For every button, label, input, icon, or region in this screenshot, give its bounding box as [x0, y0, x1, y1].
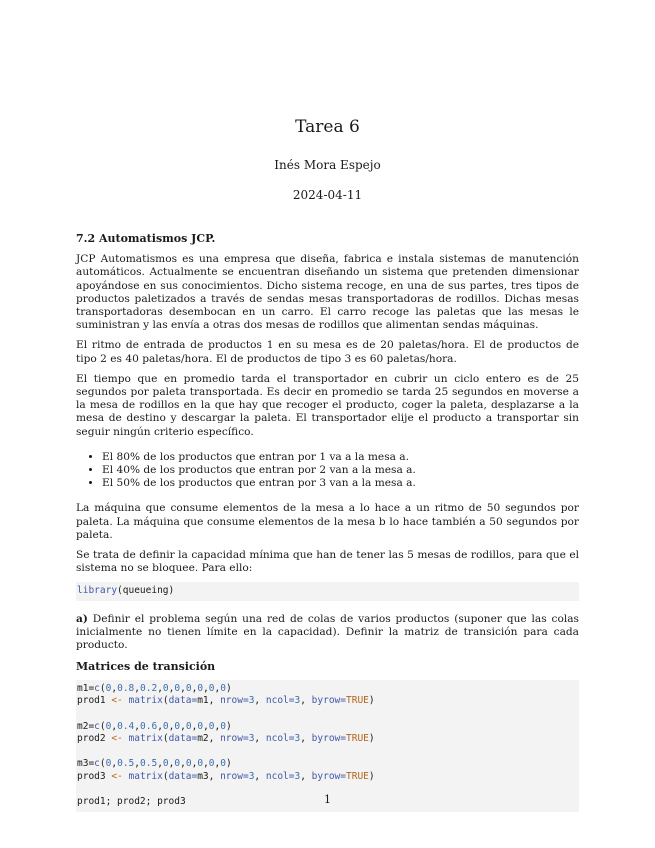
code-line: prod3 <- matrix(data=m3, nrow=3, ncol=3, byrow=TRUE): [77, 771, 375, 783]
section-heading: 7.2 Automatismos JCP.: [76, 232, 216, 245]
document-title: Tarea 6: [295, 117, 360, 137]
code-argument: (queueing): [117, 585, 175, 597]
code-line: prod1 <- matrix(data=m1, nrow=3, ncol=3, byrow=TRUE): [77, 695, 375, 707]
list-item: • El 50% de los productos que entran por 3 van a la mesa a.: [102, 477, 579, 490]
paragraph-objective: Se trata de definir la capacidad mínima que han de tener las 5 mesas de rodillos, para que el sistema no se bloquee. Para ello:: [76, 549, 579, 575]
code-line: m3=c(0,0.5,0.5,0,0,0,0,0,0): [77, 758, 232, 770]
code-function: library: [77, 585, 118, 597]
page-number: 1: [324, 793, 331, 806]
document-date: 2024-04-11: [292, 188, 363, 202]
paragraph-machines: La máquina que consume elementos de la mesa a lo hace a un ritmo de 50 segundos por paleta. La máquina que consume elementos de la mesa b lo hace también a 50 segundos por paleta.: [76, 502, 579, 541]
question-text: Definir el problema según una red de colas de varios productos (suponer que las colas inicialmente no tienen límite en la capacidad). Definir la matriz de transición para cada producto.: [76, 613, 579, 652]
code-line: m1=c(0,0.8,0.2,0,0,0,0,0,0): [77, 682, 232, 694]
list-item: • El 40% de los productos que entran por 2 van a la mesa a.: [102, 464, 579, 477]
code-line: prod2 <- matrix(data=m2, nrow=3, ncol=3, byrow=TRUE): [77, 733, 375, 745]
routing-list: [76, 451, 579, 491]
paragraph-transport: El tiempo que en promedio tarda el transportador en cubrir un ciclo entero es de 25 segundos por paleta transportada. Es decir en promedio se tarda 25 segundos en moverse a la mesa de rodillos en la que hay que recoger el producto, coger la paleta, desplazarse a la mesa de destino y descargar la paleta. El transportador elije el producto a transportar sin seguir ningún criterio específico.: [76, 372, 579, 438]
paragraph-rates: El ritmo de entrada de productos 1 en su mesa es de 20 paletas/hora. El de productos de tipo 2 es 40 paletas/hora. El de productos de tipo 3 es 60 paletas/hora.: [76, 339, 579, 365]
paragraph-intro: JCP Automatismos es una empresa que diseña, fabrica e instala sistemas de manutención automáticos. Actualmente se encuentran diseñando un sistema que pretenden dimensionar apoyándose en sus conocimientos. Dicho sistema recoge, en una de sus partes, tres tipos de productos paletizados a través de sendas mesas transportadoras de rodillos. Dichas mesas transportadoras desembocan en un carro. El carro recoge las paletas que las mesas le suministran y las envía a otras dos mesas de rodillos que alimentan sendas máquinas.: [76, 253, 579, 332]
code-block-library: [76, 582, 579, 601]
question-a: [76, 613, 579, 653]
code-line: prod1; prod2; prod3: [77, 796, 186, 808]
list-item: • El 80% de los productos que entran por 1 va a la mesa a.: [102, 451, 579, 464]
code-line: m2=c(0,0.4,0.6,0,0,0,0,0,0): [77, 720, 232, 732]
question-label: a): [76, 613, 88, 626]
document-author: Inés Mora Espejo: [274, 158, 381, 172]
document-body: [76, 232, 579, 821]
subheading-matrices: Matrices de transición: [76, 659, 216, 673]
